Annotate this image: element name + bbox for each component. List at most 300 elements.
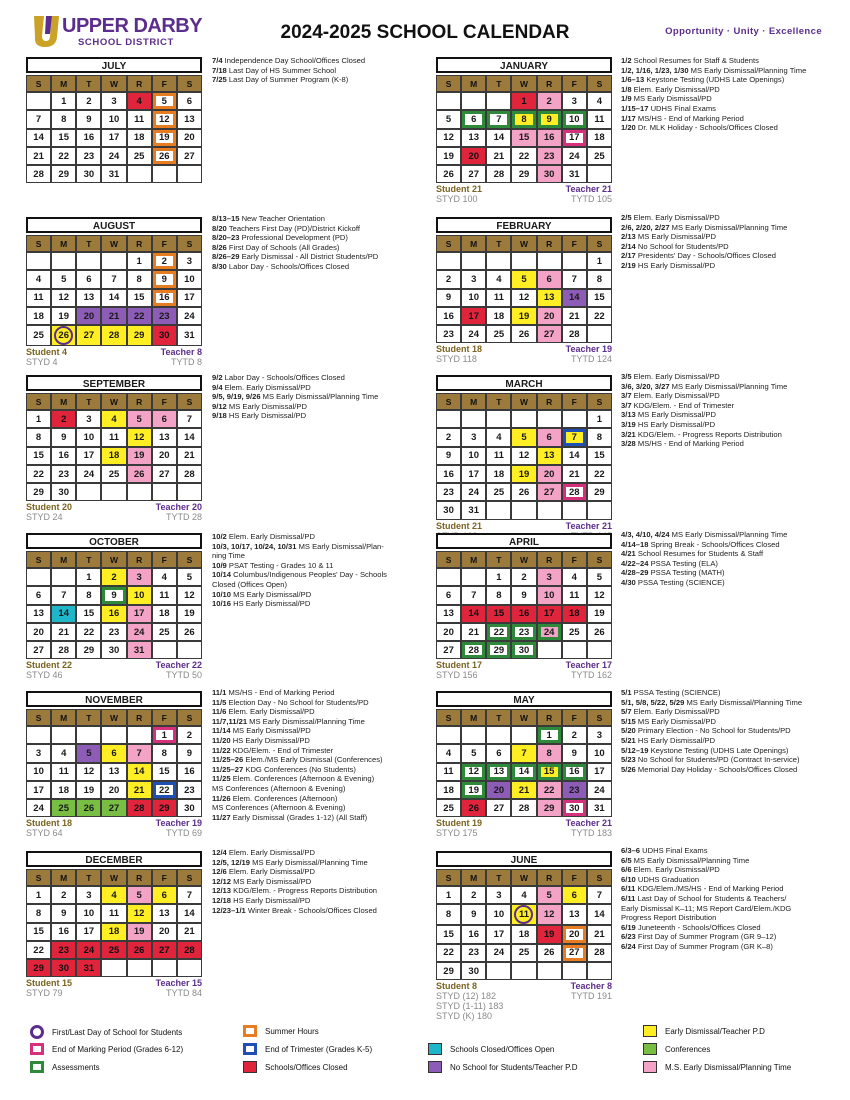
empty-day-cell	[26, 252, 51, 270]
month-grid	[26, 709, 202, 817]
day-number: 1	[596, 413, 603, 425]
day-number: 21	[184, 926, 195, 938]
student-ytd: STYD (12) 182	[436, 991, 497, 1002]
day-number: 29	[518, 168, 530, 180]
day-number: 10	[184, 273, 195, 285]
teacher-days: Teacher 22	[155, 660, 202, 671]
day-number: 25	[594, 150, 605, 162]
day-cell	[562, 925, 587, 943]
weekday-header: M	[51, 393, 76, 410]
month-grid	[26, 235, 202, 346]
day-number: 12	[133, 431, 145, 443]
week-row	[436, 886, 612, 904]
day-cell	[587, 586, 612, 604]
day-number: 11	[493, 450, 504, 462]
day-number: 5	[445, 113, 452, 125]
day-cell	[101, 428, 126, 446]
weekday-header: R	[537, 869, 562, 886]
day-cell	[76, 568, 101, 586]
weekday-header: S	[177, 551, 202, 568]
day-number: 6	[35, 589, 42, 601]
day-number: 22	[158, 784, 170, 796]
day-cell	[101, 270, 126, 288]
day-cell	[127, 586, 152, 604]
day-cell	[436, 428, 461, 446]
legend-label: First/Last Day of School for Students	[52, 1027, 183, 1037]
weekday-header: T	[76, 235, 101, 252]
day-number: 22	[443, 947, 454, 959]
empty-day-cell	[461, 726, 486, 744]
month-title: FEBRUARY	[436, 217, 612, 233]
day-cell	[51, 605, 76, 623]
empty-day-cell	[51, 726, 76, 744]
event-note: 12/12 MS Early Dismissal/PD	[212, 876, 312, 886]
day-number: 16	[468, 928, 479, 940]
event-note: 6/19 Juneteenth - Schools/Offices Closed	[621, 922, 761, 932]
day-cell	[537, 726, 562, 744]
month-title: NOVEMBER	[26, 691, 202, 707]
day-cell	[436, 307, 461, 325]
day-number: 24	[493, 947, 505, 959]
day-cell	[486, 781, 511, 799]
day-number: 8	[596, 273, 603, 285]
day-number: 5	[186, 571, 193, 583]
day-cell	[101, 904, 126, 922]
week-row	[26, 92, 202, 110]
teacher-days: Teacher 17	[565, 660, 612, 671]
day-cell	[127, 623, 152, 641]
day-number: 22	[58, 150, 69, 162]
day-number: 5	[136, 413, 142, 425]
week-row	[26, 744, 202, 762]
event-note: 11/5 Election Day - No School for Students/PD	[212, 697, 369, 707]
day-cell	[127, 289, 152, 307]
day-cell	[461, 110, 486, 128]
day-cell	[436, 886, 461, 904]
teacher-ytd: TYTD 8	[170, 357, 202, 368]
weekday-header: T	[486, 709, 511, 726]
day-cell	[51, 325, 76, 346]
event-note: 4/3, 4/10, 4/24 MS Early Dismissal/Planning Time	[621, 530, 788, 539]
day-cell	[127, 641, 152, 659]
day-number: 20	[158, 450, 170, 462]
weekday-header: F	[562, 235, 587, 252]
day-cell	[76, 781, 101, 799]
day-number: 8	[496, 589, 502, 601]
day-number: 24	[83, 944, 95, 956]
day-cell	[26, 147, 51, 165]
teacher-ytd: TYTD 191	[570, 991, 612, 1002]
legend-item	[30, 1043, 183, 1055]
day-number: 24	[543, 626, 555, 638]
day-number: 19	[184, 608, 195, 620]
day-cell	[537, 289, 562, 307]
empty-day-cell	[76, 252, 101, 270]
day-number: 25	[108, 468, 120, 480]
day-number: 20	[83, 310, 95, 322]
day-cell	[537, 325, 562, 343]
event-note: 12/13 KDG/Elem. - Progress Reports Distribution	[212, 886, 378, 896]
empty-day-cell	[436, 92, 461, 110]
week-row	[26, 483, 202, 501]
month-totals	[436, 980, 612, 1022]
day-cell	[51, 289, 76, 307]
day-cell	[76, 289, 101, 307]
day-number: 19	[518, 468, 530, 480]
legend-item	[643, 1025, 765, 1037]
day-cell	[436, 483, 461, 501]
day-number: 11	[134, 113, 145, 125]
day-number: 28	[184, 468, 195, 480]
empty-day-cell	[537, 641, 562, 659]
event-note: 3/19 HS Early Dismissal/PD	[621, 419, 716, 429]
weekday-header: F	[152, 393, 177, 410]
day-cell	[127, 447, 152, 465]
week-row	[26, 641, 202, 659]
day-number: 22	[594, 310, 605, 322]
event-notes	[212, 56, 412, 85]
event-note: 3/7 KDG/Elem. - End of Trimester	[621, 400, 735, 410]
day-number: 6	[546, 431, 552, 443]
day-cell	[486, 744, 511, 762]
day-cell	[587, 623, 612, 641]
weekday-header: R	[127, 551, 152, 568]
day-cell	[461, 483, 486, 501]
day-number: 8	[86, 589, 92, 601]
day-cell	[152, 307, 177, 325]
event-note: 12/18 HS Early Dismissal/PD	[212, 895, 311, 905]
week-row	[26, 129, 202, 147]
weekday-header: S	[26, 551, 51, 568]
student-days: Student 19	[436, 818, 483, 829]
event-notes	[621, 56, 821, 133]
week-row	[436, 428, 612, 446]
event-note: 5/12–19 Keystone Testing (UDHS Late Openings)	[621, 745, 789, 755]
weekday-header: S	[587, 551, 612, 568]
week-row	[26, 781, 202, 799]
day-number: 21	[493, 150, 505, 162]
day-number: 10	[493, 909, 505, 921]
weekday-header: R	[537, 709, 562, 726]
day-cell	[461, 605, 486, 623]
week-row	[26, 904, 202, 922]
week-row	[26, 325, 202, 346]
weekday-header: S	[587, 709, 612, 726]
day-cell	[486, 944, 511, 962]
day-cell	[537, 623, 562, 641]
day-cell	[152, 605, 177, 623]
event-note: 9/5, 9/19, 9/26 MS Early Dismissal/Planning Time	[212, 392, 379, 402]
weekday-header: R	[127, 709, 152, 726]
legend-label: Conferences	[665, 1044, 711, 1054]
day-cell	[436, 763, 461, 781]
legend	[0, 1020, 850, 1100]
day-number: 19	[543, 928, 555, 940]
event-note: 3/7 Elem. Early Dismissal/PD	[621, 391, 720, 401]
day-cell	[511, 586, 536, 604]
month-march	[436, 375, 612, 542]
day-cell	[76, 904, 101, 922]
weekday-header: W	[511, 869, 536, 886]
day-cell	[76, 147, 101, 165]
day-cell	[511, 465, 536, 483]
day-number: 19	[133, 450, 145, 462]
weekday-header: S	[436, 869, 461, 886]
day-number: 13	[543, 292, 555, 304]
day-number: 23	[58, 468, 69, 480]
empty-day-cell	[436, 410, 461, 428]
day-cell	[486, 147, 511, 165]
teacher-days: Teacher 21	[565, 520, 612, 531]
empty-day-cell	[587, 165, 612, 183]
day-cell	[562, 307, 587, 325]
week-row	[26, 923, 202, 941]
day-number: 26	[543, 947, 555, 959]
day-cell	[562, 129, 587, 147]
day-cell	[51, 886, 76, 904]
day-number: 8	[596, 431, 603, 443]
event-note: 10/10 MS Early Dismissal/PD	[212, 589, 312, 599]
week-row	[26, 941, 202, 959]
day-cell	[127, 605, 152, 623]
day-number: 26	[184, 626, 195, 638]
day-number: 6	[445, 589, 452, 601]
day-number: 6	[546, 273, 552, 285]
day-cell	[562, 483, 587, 501]
day-number: 16	[83, 132, 95, 144]
day-cell	[587, 410, 612, 428]
weekday-header: F	[152, 869, 177, 886]
month-july	[26, 57, 202, 205]
event-note: 12/5, 12/19 MS Early Dismissal/Planning Time	[212, 857, 368, 867]
legend-item	[243, 1061, 348, 1073]
legend-swatch	[243, 1025, 257, 1037]
event-note: 7/18 Last Day of HS Summer School	[212, 65, 337, 75]
day-number: 19	[133, 926, 145, 938]
student-ytd-extra: STYD (K) 180	[436, 1011, 493, 1022]
day-cell	[587, 568, 612, 586]
day-cell	[511, 925, 536, 943]
day-cell	[537, 799, 562, 817]
week-row	[436, 605, 612, 623]
day-cell	[101, 763, 126, 781]
day-number: 2	[571, 729, 577, 741]
day-cell	[436, 586, 461, 604]
day-number: 30	[108, 644, 120, 656]
event-note: 1/17 MS/HS - End of Marking Period	[621, 113, 744, 123]
month-totals	[436, 343, 612, 365]
weekday-header: S	[26, 393, 51, 410]
day-cell	[436, 501, 461, 519]
day-number: 3	[86, 413, 92, 425]
day-cell	[177, 447, 202, 465]
day-cell	[127, 147, 152, 165]
day-cell	[101, 307, 126, 325]
day-number: 21	[468, 626, 479, 638]
day-number: 17	[594, 766, 605, 778]
day-cell	[562, 568, 587, 586]
day-number: 28	[493, 168, 505, 180]
legend-item	[30, 1025, 182, 1039]
event-note: 2/14 No School for Students/PD	[621, 241, 729, 251]
day-cell	[587, 289, 612, 307]
day-number: 9	[445, 292, 452, 304]
day-number: 30	[58, 486, 69, 498]
day-cell	[587, 147, 612, 165]
empty-day-cell	[486, 726, 511, 744]
empty-day-cell	[101, 483, 126, 501]
empty-day-cell	[562, 410, 587, 428]
day-number: 1	[35, 413, 42, 425]
day-number: 14	[108, 292, 120, 304]
empty-day-cell	[511, 252, 536, 270]
day-number: 31	[568, 168, 580, 180]
day-number: 19	[468, 784, 479, 796]
day-cell	[486, 270, 511, 288]
weekday-header: S	[26, 869, 51, 886]
empty-day-cell	[461, 568, 486, 586]
day-number: 16	[158, 292, 170, 304]
day-number: 14	[58, 608, 69, 620]
legend-swatch	[643, 1043, 657, 1055]
day-cell	[26, 465, 51, 483]
day-cell	[101, 447, 126, 465]
day-cell	[436, 623, 461, 641]
weekday-header: S	[26, 235, 51, 252]
day-cell	[76, 886, 101, 904]
day-cell	[436, 904, 461, 925]
student-days: Student 21	[436, 184, 483, 195]
day-cell	[51, 781, 76, 799]
weekday-header: F	[152, 551, 177, 568]
day-number: 24	[568, 150, 580, 162]
week-row	[26, 886, 202, 904]
day-cell	[51, 147, 76, 165]
legend-swatch	[428, 1043, 442, 1055]
month-grid	[26, 393, 202, 501]
event-note: 9/2 Labor Day - Schools/Offices Closed	[212, 373, 345, 382]
day-number: 16	[568, 766, 580, 778]
day-number: 5	[521, 431, 527, 443]
day-number: 27	[33, 644, 44, 656]
event-note: MS Conferences (Afternoon & Evening)	[212, 803, 346, 813]
week-row	[436, 410, 612, 428]
weekday-header: R	[127, 869, 152, 886]
month-totals	[26, 817, 202, 839]
day-cell	[51, 447, 76, 465]
legend-item	[243, 1043, 372, 1055]
day-cell	[76, 307, 101, 325]
day-cell	[152, 799, 177, 817]
teacher-ytd: TYTD 183	[570, 828, 612, 839]
day-number: 15	[443, 928, 454, 940]
day-number: 20	[184, 132, 195, 144]
day-cell	[562, 92, 587, 110]
day-cell	[177, 465, 202, 483]
day-cell	[461, 325, 486, 343]
weekday-header: S	[436, 709, 461, 726]
event-note: 9/4 Elem. Early Dismissal/PD	[212, 382, 311, 392]
day-number: 9	[521, 589, 527, 601]
day-cell	[127, 270, 152, 288]
day-number: 10	[133, 589, 145, 601]
month-totals	[26, 346, 202, 368]
day-number: 6	[571, 889, 577, 901]
day-number: 1	[136, 255, 142, 267]
day-cell	[511, 289, 536, 307]
month-grid	[436, 709, 612, 817]
month-totals	[436, 659, 612, 681]
event-note: 2/17 Presidents' Day - Schools/Offices Closed	[621, 251, 776, 261]
day-number: 9	[61, 907, 67, 919]
day-number: 8	[521, 113, 527, 125]
month-grid	[26, 869, 202, 977]
day-number: 1	[161, 729, 167, 741]
empty-day-cell	[51, 568, 76, 586]
day-cell	[486, 586, 511, 604]
day-number: 6	[111, 747, 117, 759]
month-title: MAY	[436, 691, 612, 707]
day-number: 20	[33, 626, 44, 638]
day-number: 15	[33, 926, 44, 938]
weekday-header: T	[76, 551, 101, 568]
day-number: 27	[468, 168, 479, 180]
legend-swatch	[643, 1061, 657, 1073]
day-number: 8	[61, 113, 67, 125]
weekday-header: R	[127, 393, 152, 410]
day-number: 11	[569, 589, 580, 601]
day-number: 14	[493, 132, 505, 144]
day-cell	[562, 110, 587, 128]
week-row	[26, 289, 202, 307]
day-cell	[486, 763, 511, 781]
day-number: 13	[158, 431, 170, 443]
day-cell	[562, 289, 587, 307]
empty-day-cell	[26, 92, 51, 110]
event-note: 4/21 School Resumes for Students & Staff	[621, 549, 764, 559]
weekday-header: T	[76, 393, 101, 410]
empty-day-cell	[26, 568, 51, 586]
teacher-ytd: TYTD 50	[165, 670, 202, 681]
weekday-header: F	[152, 709, 177, 726]
day-number: 17	[83, 926, 95, 938]
legend-label: No School for Students/Teacher P.D	[450, 1062, 578, 1072]
weekday-header: S	[26, 709, 51, 726]
day-number: 17	[133, 608, 145, 620]
week-row	[436, 270, 612, 288]
day-cell	[177, 147, 202, 165]
day-number: 9	[111, 589, 117, 601]
day-cell	[177, 252, 202, 270]
legend-swatch	[30, 1025, 44, 1039]
student-ytd: STYD 24	[26, 512, 63, 523]
month-grid	[436, 393, 612, 520]
day-cell	[587, 781, 612, 799]
day-cell	[76, 799, 101, 817]
day-number: 26	[83, 802, 95, 814]
day-number: 7	[571, 273, 577, 285]
day-cell	[76, 447, 101, 465]
day-number: 22	[33, 468, 44, 480]
day-number: 29	[543, 802, 555, 814]
empty-day-cell	[76, 726, 101, 744]
day-cell	[152, 447, 177, 465]
day-cell	[26, 744, 51, 762]
day-number: 2	[61, 413, 67, 425]
day-number: 12	[184, 589, 195, 601]
day-number: 21	[568, 468, 580, 480]
day-number: 14	[594, 909, 605, 921]
